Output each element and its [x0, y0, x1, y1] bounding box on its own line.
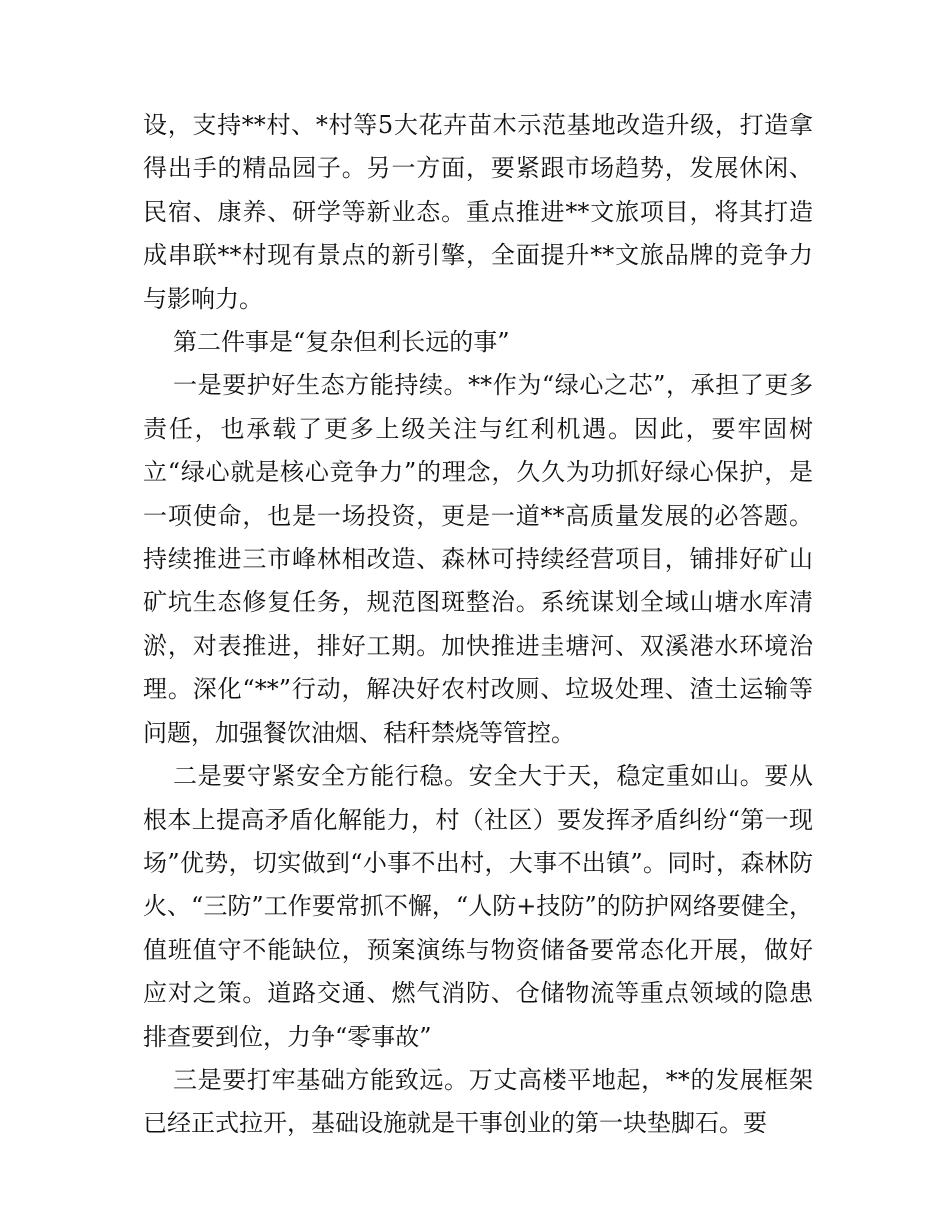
paragraph-safety: 二是要守紧安全方能行稳。安全大于天，稳定重如山。要从根本上提高矛盾化解能力，村（社区）要发挥矛盾纠纷“第一现场”优势，切实做到“小事不出村，大事不出镇”。同时，森林防火、“三防”工作要常抓不懈，“人防+技防”的防护网络要健全，值班值守不能缺位，预案演练与物资储备要常态化开展，做好应对之策。道路交通、燃气消防、仓储物流等重点领域的隐患排查要到位，力争“零事故” — [143, 762, 813, 1051]
section-heading: 第二件事是“复杂但利长远的事” — [173, 328, 510, 357]
document-body — [143, 104, 813, 1146]
paragraph-foundation: 三是要打牢基础方能致远。万丈高楼平地起，**的发展框架已经正式拉开，基础设施就是干事创业的第一块垫脚石。要 — [143, 1065, 813, 1138]
paragraph-continuation: 设，支持**村、*村等5大花卉苗木示范基地改造升级，打造拿得出手的精品园子。另一方面，要紧跟市场趋势，发展休闲、民宿、康养、研学等新业态。重点推进**文旅项目，将其打造成串联**村现有景点的新引擎，全面提升**文旅品牌的竞争力与影响力。 — [143, 111, 813, 313]
paragraph-ecology: 一是要护好生态方能持续。**作为“绿心之芯”，承担了更多责任，也承载了更多上级关注与红利机遇。因此，要牢固树立“绿心就是核心竞争力”的理念，久久为功抓好绿心保护，是一项使命，也是一场投资，更是一道**高质量发展的必答题。持续推进三市峰林相改造、森林可持续经营项目，铺排好矿山矿坑生态修复任务，规范图斑整治。系统谋划全域山塘水库清淤，对表推进，排好工期。加快推进圭塘河、双溪港水环境治理。深化“**”行动，解决好农村改厕、垃圾处理、渣土运输等问题，加强餐饮油烟、秸秆禁烧等管控。 — [143, 371, 813, 747]
